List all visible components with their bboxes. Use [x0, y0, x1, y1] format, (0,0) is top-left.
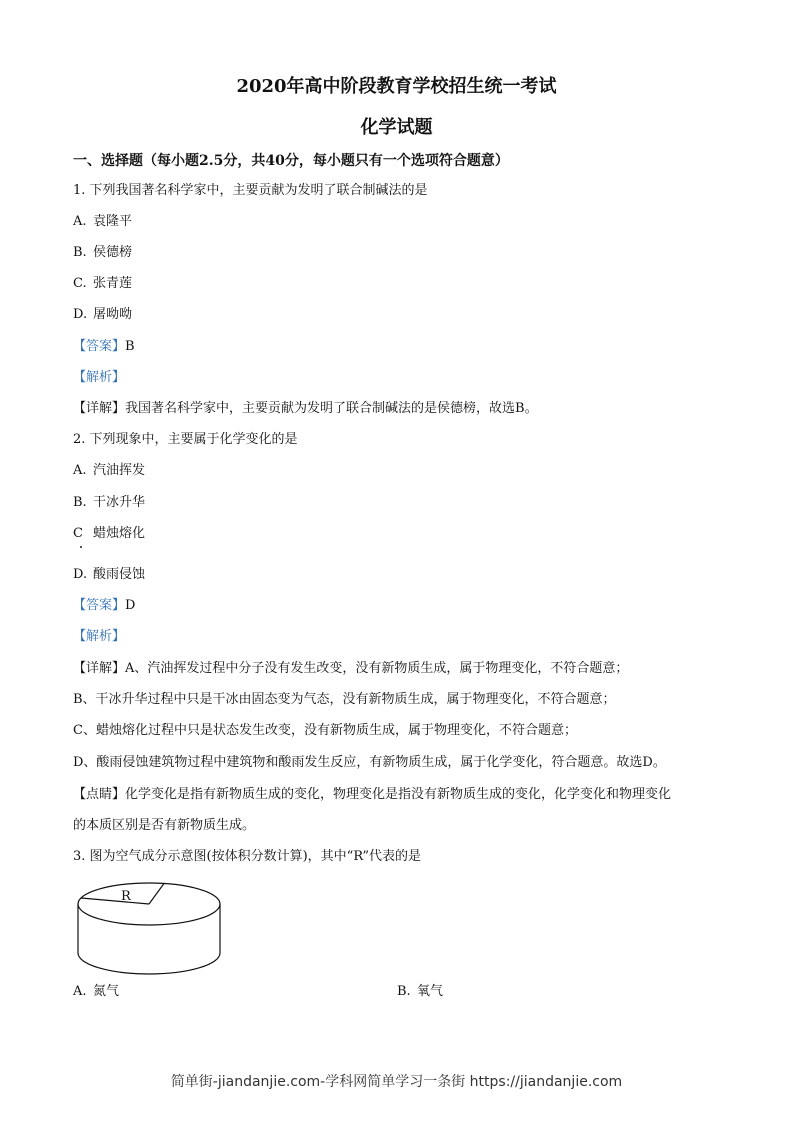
q3-stem: 3. 图为空气成分示意图(按体积分数计算)，其中“R”代表的是 — [73, 849, 422, 864]
page-subtitle: 化学试题 — [360, 117, 433, 138]
option-letter: A. — [73, 984, 87, 999]
q2-detail-b: B、干冰升华过程中只是干冰由固态变为气态，没有新物质生成，属于物理变化，不符合题意； — [73, 692, 616, 707]
q2-analysis-tag: 【解析】 — [73, 629, 126, 644]
option-text: 干冰升华 — [93, 495, 146, 510]
q1-analysis-tag: 【解析】 — [73, 370, 126, 385]
q2-option-d — [73, 566, 145, 584]
q1-option-a — [73, 213, 132, 231]
option-text: 袁隆平 — [93, 214, 133, 229]
option-text: 侯德榜 — [93, 245, 133, 260]
air-composition-cylinder-diagram — [76, 876, 226, 986]
detail-tag: 【详解】 — [73, 661, 126, 676]
q2-detail-a — [73, 660, 628, 678]
answer-tag: 【答案】 — [73, 598, 126, 613]
answer-tag: 【答案】 — [73, 339, 126, 354]
option-text: 氮气 — [93, 984, 120, 999]
option-letter: C. — [73, 276, 87, 291]
answer-value: B — [125, 339, 135, 354]
q2-answer — [73, 597, 135, 615]
q2-comment — [73, 786, 671, 804]
option-text: 蜡烛熔化 — [93, 526, 146, 541]
footer-watermark: 简单街-jiandanjie.com-学科网简单学习一条街 https://jiandanjie.com — [170, 1074, 623, 1090]
q1-stem: 1. 下列我国著名科学家中，主要贡献为发明了联合制碱法的是 — [73, 183, 428, 198]
comment-tag: 【点睛】 — [73, 787, 126, 802]
sector-label-r: R — [121, 889, 131, 904]
q3-option-b — [397, 983, 443, 1001]
q2-detail-c: C、蜡烛熔化过程中只是状态发生改变，没有新物质生成，属于物理变化，不符合题意； — [73, 723, 577, 738]
q2-stem: 2. 下列现象中，主要属于化学变化的是 — [73, 432, 298, 447]
option-letter: A. — [73, 463, 87, 478]
option-text: 张青莲 — [93, 276, 133, 291]
option-text: 氧气 — [417, 984, 444, 999]
q2-option-a — [73, 462, 145, 480]
comment-text: 化学变化是指有新物质生成的变化，物理变化是指没有新物质生成的变化，化学变化和物理变化 — [125, 787, 672, 802]
q1-option-d — [73, 306, 132, 324]
q2-detail-d: D、酸雨侵蚀建筑物过程中建筑物和酸雨发生反应，有新物质生成，属于化学变化，符合题意。故选D。 — [73, 755, 666, 770]
option-text: 汽油挥发 — [93, 463, 146, 478]
q1-detail — [73, 400, 538, 418]
option-letter: B. — [73, 245, 87, 260]
answer-value: D — [125, 598, 136, 613]
option-letter: C — [73, 526, 83, 541]
option-letter: A. — [73, 214, 87, 229]
section-heading: 一、选择题（每小题2.5分，共40分，每小题只有一个选项符合题意） — [73, 153, 509, 169]
option-letter: D. — [73, 567, 88, 582]
detail-text: A、汽油挥发过程中分子没有发生改变，没有新物质生成，属于物理变化，不符合题意； — [125, 661, 629, 676]
sector-line-1 — [81, 898, 149, 904]
detail-tag: 【详解】 — [73, 401, 126, 416]
q1-answer — [73, 338, 135, 356]
q2-option-b — [73, 494, 145, 512]
page-title: 2020年高中阶段教育学校招生统一考试 — [236, 76, 557, 97]
q2-option-c — [73, 525, 145, 543]
option-letter: D. — [73, 307, 88, 322]
q3-option-a — [73, 983, 119, 1001]
stray-dot — [80, 546, 82, 548]
option-text: 屠呦呦 — [93, 307, 133, 322]
q2-comment-cont: 的本质区别是否有新物质生成。 — [73, 818, 256, 833]
sector-line-2 — [149, 884, 164, 905]
cylinder-body — [78, 904, 220, 974]
option-letter: B. — [73, 495, 87, 510]
q1-option-b — [73, 244, 132, 262]
option-text: 酸雨侵蚀 — [93, 567, 146, 582]
q1-option-c — [73, 275, 132, 293]
detail-text: 我国著名科学家中，主要贡献为发明了联合制碱法的是侯德榜，故选B。 — [125, 401, 538, 416]
option-letter: B. — [397, 984, 411, 999]
